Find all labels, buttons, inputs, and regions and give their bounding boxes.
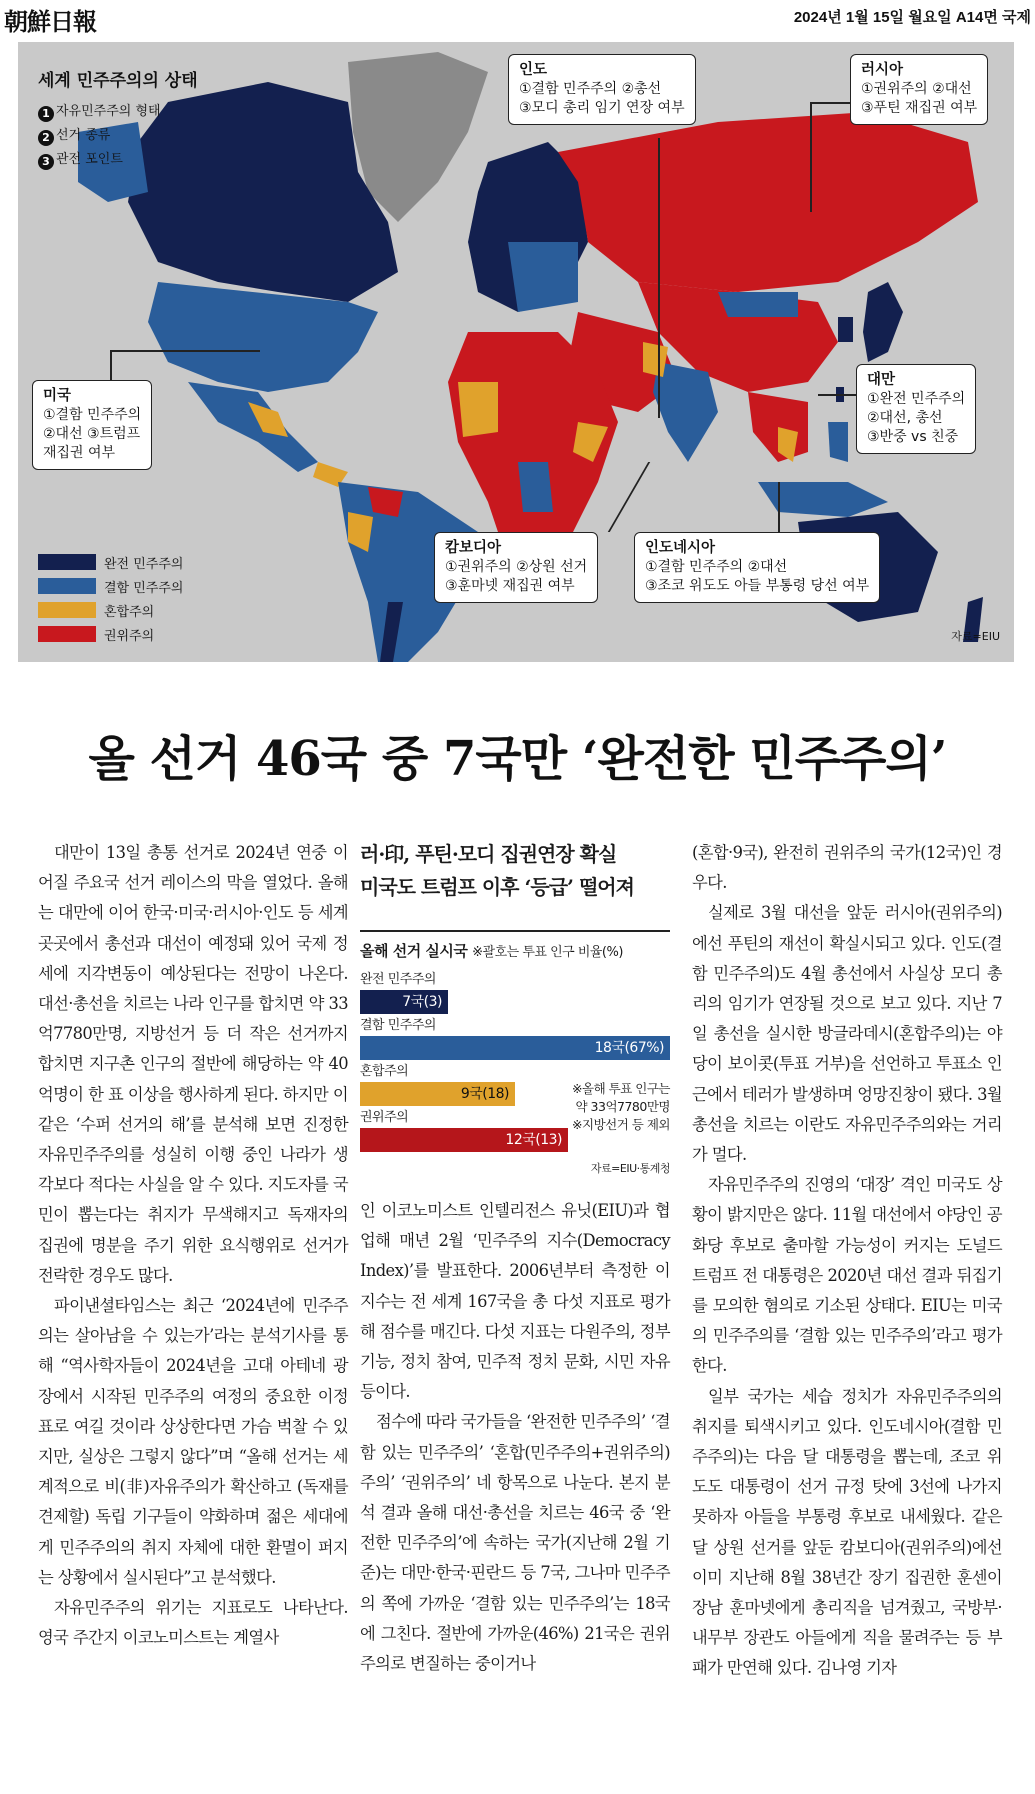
paragraph: 자유민주주의 위기는 지표로도 나타난다. 영국 주간지 이코노미스트는 계열사 <box>38 1598 348 1648</box>
leader-line <box>658 138 660 418</box>
callout-taiwan: 대만 ①완전 민주주의 ②대선, 총선 ③반중 vs 친중 <box>856 364 976 454</box>
map-title: 세계 민주주의의 상태 <box>38 71 198 91</box>
dateline: 2024년 1월 15일 월요일 A14면 국제 <box>793 9 1031 26</box>
article-column-1 <box>38 838 348 1653</box>
leader-line <box>810 102 850 104</box>
paragraph: 일부 국가는 세습 정치가 자유민주주의의 취지를 퇴색시키고 있다. 인도네시아(결함 민주주의)는 다음 달 대통령을 뽑는데, 조코 위도도 대통령이 선거 규정 탓에 3선에 나가지 못하자 아들을 부통령 후보로 내세웠다. 같은 달 상원 선거를 앞둔 캄보디아(권위주의)에선 이미 지난해 8월 38년간 장기 집권한 훈센이 장남 훈마넷에게 총리직을 넘겨줬고, 국방부·내무부 장관도 아들에게 직을 물려주는 등 부패가 만연해 있다. 김나영 기자 <box>692 1386 1002 1678</box>
callout-india: 인도 ①결함 민주주의 ②총선 ③모디 총리 임기 연장 여부 <box>508 54 696 125</box>
masthead <box>0 0 1035 36</box>
map-keys <box>38 100 161 172</box>
newspaper-logo: 朝鮮日報 <box>4 7 96 36</box>
bar-authoritarian: 12국(13) <box>360 1128 568 1152</box>
paragraph: 실제로 3월 대선을 앞둔 러시아(권위주의)에선 푸틴의 재선이 확실시되고 있다. 인도(결함 민주주의)도 4월 총선에서 사실상 모디 총리의 임기가 연장될 것으로 보고 있다. 지난 7일 총선을 실시한 방글라데시(혼합주의)는 야당이 보이콧(투표 거부)을 선언하고 투표소 인근에서 테러가 발생하며 엉망진창이 됐다. 3월 총선을 치르는 이란도 자유민주주의와는 거리가 멀다. <box>692 903 1002 1165</box>
chart-notes: ※올해 투표 인구는 약 33억7780만명 ※지방선거 등 제외 <box>572 1081 670 1132</box>
leader-line <box>818 394 856 396</box>
map-legend <box>38 550 183 646</box>
leader-line <box>810 102 812 212</box>
callout-cambodia: 캄보디아 ①권위주의 ②상원 선거 ③훈마넷 재집권 여부 <box>434 532 598 603</box>
article-column-3 <box>692 838 1002 1684</box>
legend-item: 완전 민주주의 <box>38 550 183 574</box>
bar-category-label: 혼합주의 <box>360 1064 409 1080</box>
legend-swatch <box>38 626 96 642</box>
legend-item: 혼합주의 <box>38 598 183 622</box>
bar-category-label: 권위주의 <box>360 1110 409 1126</box>
legend-item: 권위주의 <box>38 622 183 646</box>
bar-full-democracy: 7국(3) <box>360 990 448 1014</box>
bar-category-label: 결함 민주주의 <box>360 1018 436 1034</box>
chart-source: 자료=EIU·통계청 <box>590 1162 670 1175</box>
elections-bar-chart <box>360 930 670 1190</box>
article-column-2 <box>360 838 670 1679</box>
number-badge-icon: 1 <box>38 106 54 122</box>
callout-indonesia: 인도네시아 ①결함 민주주의 ②대선 ③조코 위도도 아들 부통령 당선 여부 <box>634 532 880 603</box>
map-key-item: 3 관전 포인트 <box>38 148 161 172</box>
leader-line <box>778 482 780 532</box>
bar-category-label: 완전 민주주의 <box>360 972 436 988</box>
number-badge-icon: 2 <box>38 130 54 146</box>
paragraph: 자유민주주의 진영의 ‘대장’ 격인 미국도 상황이 밝지만은 않다. 11월 대선에서 야당인 공화당 후보로 출마할 가능성이 커지는 도널드 트럼프 전 대통령은 2020년 대선 결과 뒤집기를 모의한 혐의로 기소된 상태다. EIU는 미국의 민주주의를 ‘결함 있는 민주주의’라고 평가한다. <box>692 1175 1002 1376</box>
headline: 올 선거 46국 중 7국만 ‘완전한 민주주의’ <box>88 731 947 787</box>
leader-line <box>110 350 260 352</box>
subheadline: 러·印, 푸틴·모디 집권연장 확실 미국도 트럼프 이후 ‘등급’ 떨어져 <box>360 842 634 899</box>
map-key-item: 1 자유민주주의 형태 <box>38 100 161 124</box>
paragraph: 파이낸셜타임스는 최근 ‘2024년에 민주주의는 살아남을 수 있는가’라는 분석기사를 통해 “역사학자들이 2024년을 고대 아테네 광장에서 시작된 민주주의 여정의 중요한 이정표로 여길 것이라 상상한다면 가슴 벅찰 수 있지만, 실상은 그렇지 않다”며 “올해 선거는 세계적으로 비(非)자유주의가 확산하고 (독재를 견제할) 독립 기구들이 약화하며 젊은 세대에게 민주주의의 취지 자체에 대한 환멸이 퍼지는 상황에서 실시된다”고 분석했다. <box>38 1296 348 1587</box>
column-2-text <box>360 1196 670 1679</box>
legend-swatch <box>38 578 96 594</box>
paragraph: (혼합·9국), 완전히 권위주의 국가(12국)인 경우다. <box>692 843 1002 893</box>
paragraph: 점수에 따라 국가들을 ‘완전한 민주주의’ ‘결함 있는 민주주의’ ‘혼합(민주주의+권위주의)주의’ ‘권위주의’ 네 항목으로 나눈다. 본지 분석 결과 올해 대선·총선을 치르는 46국 중 ‘완전한 민주주의’에 속하는 국가(지난해 2월 기준)는 대만·한국·핀란드 등 7국, 그나마 민주주의 쪽에 가까운 ‘결함 있는 민주주의’는 18국에 그친다. 절반에 가까운(46%) 21국은 권위주의로 변질하는 중이거나 <box>360 1412 670 1674</box>
chart-title: 올해 선거 실시국 ※괄호는 투표 인구 비율(%) <box>360 942 623 960</box>
bar-flawed-democracy: 18국(67%) <box>360 1036 670 1060</box>
callout-usa: 미국 ①결함 민주주의 ②대선 ③트럼프 재집권 여부 <box>32 380 152 470</box>
paragraph: 대만이 13일 총통 선거로 2024년 연중 이어질 주요국 선거 레이스의 막을 열었다. 올해는 대만에 이어 한국·미국·러시아·인도 등 세계 곳곳에서 총선과 대선이 예정돼 있어 국제 정세에 지각변동이 예상된다는 전망이 나온다. 대선·총선을 치르는 나라 인구를 합치면 약 33억7780만명, 지방선거 등 더 작은 선거까지 합치면 지구촌 인구의 절반에 해당하는 약 40억명이 한 표 이상을 행사하게 된다. 하지만 이 같은 ‘수퍼 선거의 해’를 분석해 보면 진정한 자유민주주의를 성실히 이행 중인 나라가 생각보다 적다는 사실을 알 수 있다. 지도자를 국민이 뽑는다는 취지가 무색해지고 독재자의 집권에 명분을 주기 위한 요식행위로 선거가 전락한 경우도 많다. <box>38 843 348 1285</box>
number-badge-icon: 3 <box>38 154 54 170</box>
bar-hybrid-regime: 9국(18) <box>360 1082 515 1106</box>
world-democracy-map <box>18 42 1014 662</box>
callout-russia: 러시아 ①권위주의 ②대선 ③푸틴 재집권 여부 <box>850 54 988 125</box>
legend-swatch <box>38 602 96 618</box>
paragraph: 인 이코노미스트 인텔리전스 유닛(EIU)과 협업해 매년 2월 ‘민주주의 지수(Democracy Index)’를 발표한다. 2006년부터 측정한 이 지수는 전 세계 167국을 총 다섯 지표로 평가해 점수를 매긴다. 다섯 지표는 다원주의, 정부 기능, 정치 참여, 민주적 정치 문화, 시민 자유 등이다. <box>360 1201 670 1402</box>
map-source: 자료=EIU <box>951 630 1000 643</box>
map-key-item: 2 선거 종류 <box>38 124 161 148</box>
legend-item: 결함 민주주의 <box>38 574 183 598</box>
legend-swatch <box>38 554 96 570</box>
leader-line <box>110 350 112 380</box>
